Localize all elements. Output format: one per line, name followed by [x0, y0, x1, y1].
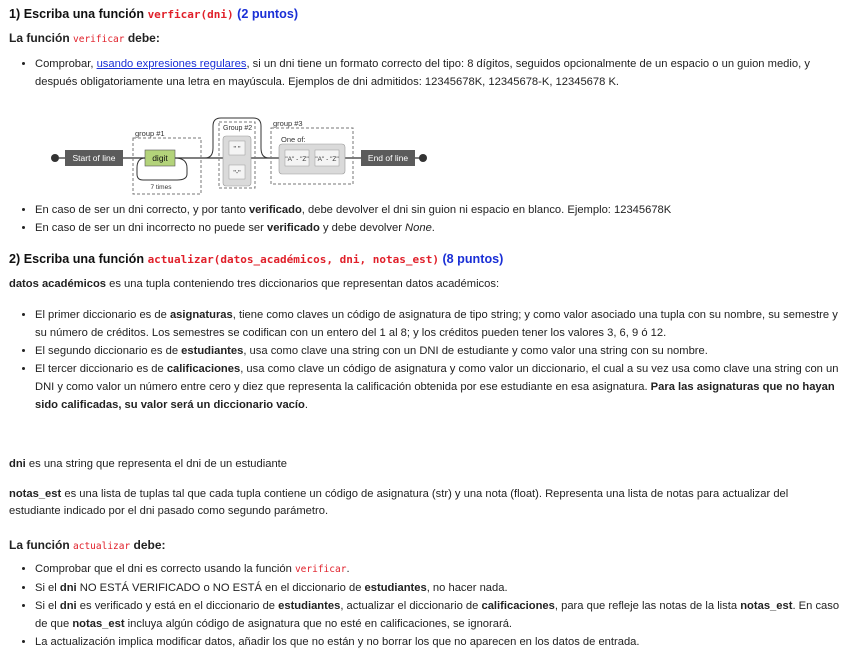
group2-label: Group #2	[223, 125, 253, 132]
bullet-text: , no hacer nada.	[426, 582, 508, 594]
intro-text: La función	[9, 31, 73, 45]
digit-label: digit	[152, 153, 168, 163]
dictionaries-list	[9, 306, 845, 414]
bullet-text: Si el	[35, 600, 60, 612]
bullet-text: .	[431, 222, 435, 234]
list-item	[35, 360, 845, 414]
bold-term: estudiantes	[364, 582, 427, 594]
bullet-text: y debe devolver	[319, 222, 406, 234]
range1-label: "A" - "Z"	[285, 156, 309, 163]
actualizar-requirements-list	[9, 560, 845, 651]
bold-term: verificado	[266, 222, 320, 234]
points-label: (8 puntos)	[442, 252, 504, 266]
requirements-list	[9, 55, 845, 91]
list-item	[35, 342, 845, 360]
bold-term: asignaturas	[169, 309, 233, 321]
repeat-label: 7 times	[150, 184, 172, 191]
group1-label: group #1	[135, 129, 165, 138]
bold-term: calificaciones	[481, 600, 555, 612]
function-signature: verficar(dni)	[147, 8, 234, 21]
code-verificar: verificar	[294, 564, 347, 575]
list-item	[35, 201, 845, 219]
function-signature: actualizar(datos_académicos, dni, notas_est)	[147, 253, 439, 266]
bullet-text: .	[304, 399, 308, 411]
list-item	[35, 597, 845, 633]
bold-term: dni	[9, 458, 26, 470]
start-of-line-label: Start of line	[72, 153, 116, 163]
intro-paragraph	[9, 30, 160, 48]
bullet-text: En caso de ser un dni correcto, y por tanto	[35, 204, 249, 216]
heading-text: 2) Escriba una función	[9, 252, 148, 266]
bold-term: verificado	[248, 204, 302, 216]
bullet-text: Si el	[35, 582, 60, 594]
bullet-text: El primer diccionario es de	[35, 309, 170, 321]
bullet-text: Comprobar,	[35, 58, 97, 70]
regex-link[interactable]: usando expresiones regulares	[96, 58, 247, 70]
function-intro-paragraph	[9, 537, 166, 555]
bullet-text: incluya algún código de asignatura que no esté en calificaciones, se ignorará.	[124, 618, 513, 630]
bullet-text: . En caso de que	[35, 600, 840, 630]
bullet-text: , si un dni tiene un formato correcto del tipo: 8 dígitos, seguidos opcionalmente de un espacio o un guion medio, y después obligatoriamente una letra en mayúscula. Ejemplos de dni admitidos: 12345678K, 12345678-K, 12345678 K.	[35, 58, 810, 88]
bullet-text: El tercer diccionario es de	[35, 363, 167, 375]
bold-term: notas_est	[9, 488, 62, 500]
list-item	[35, 633, 845, 651]
paragraph-text: es una tupla conteniendo tres diccionarios que representan datos académicos:	[106, 278, 500, 290]
bullet-text: , usa como clave un código de asignatura y como valor un diccionario, el cual a su vez usa como clave una string con un DNI y como valor un número entre cero y diez que representa la calificación obtenida por ese estudiante en esa asignatura.	[35, 363, 839, 393]
section1-heading	[9, 6, 298, 23]
intro-text: La función	[9, 538, 73, 552]
bullet-text: Comprobar que el dni es correcto usando la función	[35, 563, 295, 575]
dni-paragraph	[9, 456, 287, 473]
list-item	[35, 219, 845, 237]
bullet-text: , tiene como claves un código de asignatura de tipo string; y como valor asociado una tupla con su nombre, su semestre y su número de créditos. Los semestres se codifican con un entero del 1 al 8; y los créditos pueden tener los valores 3, 6, 9 ó 12.	[35, 309, 838, 339]
points-label: (2 puntos)	[237, 7, 299, 21]
dash-symbol: "-"	[233, 170, 241, 177]
bullet-text: , debe devolver el dni sin guion ni espacio en blanco. Ejemplo: 12345678K	[301, 204, 672, 216]
paragraph-text: es una lista de tuplas tal que cada tupla contiene un código de asignatura (str) y una nota (float). Representa una lista de notas para actualizar del estudiante indicado por el dni pasado como segundo parámetro.	[9, 488, 789, 517]
start-node-icon	[51, 154, 59, 162]
list-item	[35, 306, 845, 342]
bullet-text: En caso de ser un dni incorrecto no puede ser	[35, 222, 267, 234]
bullet-text: es verificado y está en el diccionario de	[76, 600, 279, 612]
notas-paragraph	[9, 486, 829, 520]
bullet-text: .	[346, 563, 350, 575]
range2-label: "A" - "Z"	[315, 156, 339, 163]
end-of-line-label: End of line	[367, 153, 409, 163]
list-item	[35, 579, 845, 597]
bold-term: dni	[59, 582, 77, 594]
bold-term: calificaciones	[166, 363, 241, 375]
bold-term: datos académicos	[9, 278, 107, 290]
regex-railroad-diagram	[49, 116, 439, 198]
return-rules-list	[9, 201, 845, 237]
bold-term: Para las asignaturas que no hayan sido calificadas, su valor será un diccionario vacío	[35, 381, 835, 411]
bold-term: dni	[59, 600, 77, 612]
one-of-label: One of:	[281, 135, 306, 144]
italic-term: None	[405, 222, 432, 234]
list-item	[35, 560, 845, 579]
code-actualizar: actualizar	[73, 541, 131, 552]
bullet-text: El segundo diccionario es de	[35, 345, 182, 357]
bullet-text: , usa como clave una string con un DNI de estudiante y como valor una string con su nombre.	[243, 345, 708, 357]
list-item	[35, 55, 845, 91]
bold-term: estudiantes	[278, 600, 341, 612]
heading-text: 1) Escriba una función	[9, 7, 148, 21]
bullet-text: NO ESTÁ VERIFICADO o NO ESTÁ en el diccionario de	[76, 582, 365, 594]
code-verificar: verificar	[73, 34, 125, 45]
bold-term: notas_est	[740, 600, 793, 612]
section2-heading	[9, 251, 503, 268]
intro-suffix: debe:	[130, 538, 166, 552]
datos-paragraph	[9, 276, 499, 293]
bold-term: estudiantes	[181, 345, 244, 357]
paragraph-text: es una string que representa el dni de un estudiante	[25, 458, 288, 470]
bold-term: notas_est	[72, 618, 125, 630]
space-symbol: " "	[233, 146, 241, 153]
bullet-text: La actualización implica modificar datos, añadir los que no están y no borrar los que no aparecen en los datos de entrada.	[35, 636, 640, 648]
intro-suffix: debe:	[124, 31, 160, 45]
bullet-text: , actualizar el diccionario de	[340, 600, 482, 612]
group3-label: group #3	[273, 119, 303, 128]
end-node-icon	[419, 154, 427, 162]
bullet-text: , para que refleje las notas de la lista	[554, 600, 741, 612]
